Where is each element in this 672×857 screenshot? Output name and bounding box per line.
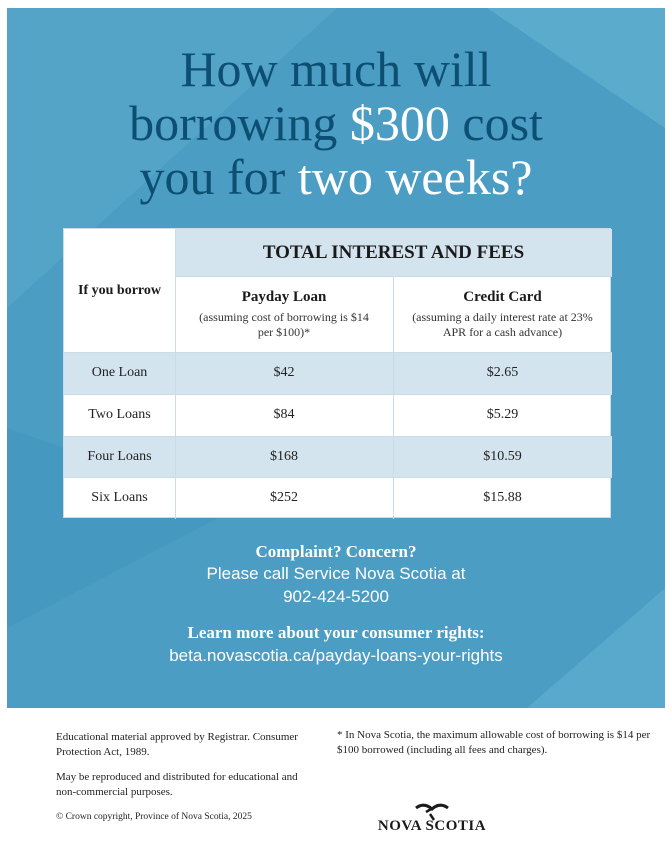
headline-amount: $300	[349, 95, 450, 151]
column-header-payday	[175, 276, 393, 352]
payday-cost: $42	[273, 365, 295, 380]
column-subtitle: (assuming cost of borrowing is $14 per $100)*	[199, 309, 369, 339]
row-header: If you borrow	[78, 282, 161, 298]
nova-scotia-logo	[372, 802, 492, 836]
footnote: * In Nova Scotia, the maximum allowable cost of borrowing is $14 per $100 borrowed (including all fees and charges).	[337, 729, 651, 756]
cost-comparison-table	[63, 228, 611, 518]
logo-text: NOVA SCOTIA	[377, 818, 487, 834]
credit-cost: $2.65	[486, 365, 519, 380]
row-label: One Loan	[91, 365, 148, 380]
approval-note: Educational material approved by Registrar. Consumer Protection Act, 1989.	[56, 731, 298, 758]
column-title: Payday Loan	[241, 288, 327, 305]
row-label: Four Loans	[87, 448, 152, 464]
poster-background	[7, 8, 665, 708]
headline-line-2	[7, 96, 665, 150]
rights-block	[7, 623, 665, 669]
credit-cost: $5.29	[486, 407, 519, 422]
row-label: Two Loans	[88, 407, 151, 422]
payday-cost: $252	[270, 490, 298, 505]
rights-heading: Learn more about your consumer rights:	[187, 623, 485, 642]
column-title: Credit Card	[463, 288, 542, 305]
headline-text: borrowing	[129, 95, 350, 151]
headline-line-1: How much will	[180, 41, 492, 97]
headline-duration: two weeks?	[297, 149, 533, 205]
complaint-heading: Complaint? Concern?	[255, 542, 417, 561]
column-header-credit	[393, 276, 612, 352]
headline	[7, 42, 665, 204]
reproduction-note: May be reproduced and distributed for educational and non-commercial purposes.	[56, 771, 298, 798]
group-header: TOTAL INTEREST AND FEES	[262, 241, 525, 263]
headline-text: you for	[139, 149, 298, 205]
complaint-line: Please call Service Nova Scotia at	[206, 564, 466, 583]
credit-cost: $15.88	[483, 490, 522, 505]
row-label: Six Loans	[91, 490, 148, 505]
footer-left	[56, 730, 316, 835]
credit-cost: $10.59	[483, 448, 522, 464]
headline-text: cost	[449, 95, 543, 151]
complaint-block	[7, 542, 665, 608]
column-subtitle: (assuming a daily interest rate at 23% APR for a cash advance)	[412, 309, 593, 339]
payday-cost: $84	[273, 407, 295, 422]
payday-cost: $168	[270, 448, 298, 464]
headline-line-3	[7, 150, 665, 204]
phone-number[interactable]: 902-424-5200	[283, 587, 389, 606]
rights-link[interactable]: beta.novascotia.ca/payday-loans-your-rights	[169, 646, 503, 665]
copyright-note: © Crown copyright, Province of Nova Scotia, 2025	[56, 812, 252, 822]
